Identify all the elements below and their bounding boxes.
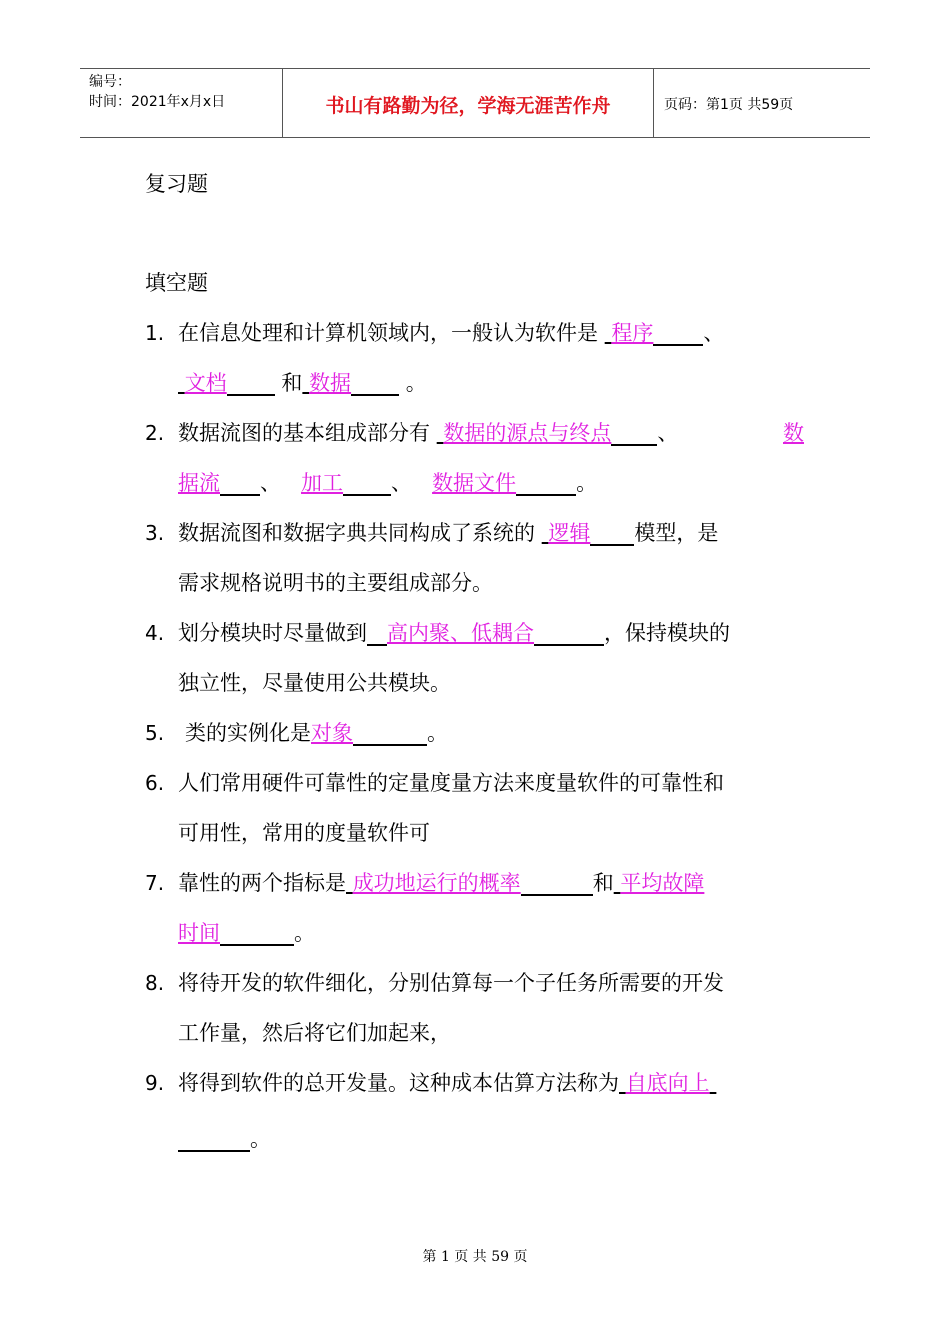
question-line — [178, 518, 718, 548]
question-number: 3. — [145, 521, 165, 545]
header-page-cell — [654, 69, 870, 137]
answer-blank — [367, 620, 387, 646]
end-mark: 。 — [405, 371, 427, 395]
page-footer: 第 1 页 共 59 页 — [422, 1249, 528, 1265]
question-line — [178, 618, 730, 648]
answer: 据流 — [178, 471, 220, 495]
question-line — [178, 468, 597, 498]
question-line: 人们常用硬件可靠性的定量度量方法来度量软件的可靠性和 — [178, 771, 724, 795]
blank-prefix — [346, 871, 353, 895]
question-line: 独立性，尽量使用公共模块。 — [178, 671, 451, 695]
question-line — [178, 1124, 271, 1154]
question-number: 6. — [145, 771, 165, 795]
question-line — [178, 918, 315, 948]
answer: 对象 — [311, 721, 353, 745]
answer-blank — [178, 1126, 250, 1152]
end-mark: 。 — [250, 1127, 271, 1151]
question-line: 工作量，然后将它们加起来， — [178, 1021, 451, 1045]
question-line: 可用性，常用的度量软件可 — [178, 821, 430, 845]
answer-blank — [521, 870, 593, 896]
answer: 时间 — [178, 921, 220, 945]
answer: 成功地运行的概率 — [352, 871, 521, 895]
end-mark: 。 — [427, 721, 448, 745]
question-line: 需求规格说明书的主要组成部分。 — [178, 571, 493, 595]
question-text: ，保持模块的 — [604, 621, 730, 645]
blank-prefix — [178, 371, 185, 395]
answer-blank — [227, 370, 275, 396]
header-motto-cell — [283, 69, 654, 137]
answer: 数据文件 — [432, 471, 517, 495]
separator: 、 — [703, 321, 725, 345]
document-date: 时间：2021年x月x日 — [89, 94, 226, 110]
answer: 数 — [783, 421, 804, 445]
answer: 平均故障 — [620, 871, 705, 895]
question-text: 靠性的两个指标是 — [178, 871, 346, 895]
answer: 逻辑 — [548, 521, 591, 545]
conjunction: 和 — [592, 871, 614, 895]
question-line — [783, 418, 804, 448]
motto: 书山有路勤为径，学海无涯苦作舟 — [325, 95, 611, 117]
question-line — [178, 868, 704, 898]
question-line — [178, 318, 724, 348]
separator: 、 — [657, 421, 679, 445]
end-mark: 。 — [576, 471, 598, 495]
answer: 自底向上 — [625, 1071, 710, 1095]
answer-blank — [590, 520, 634, 546]
question-text: 数据流图的基本组成部分有 — [178, 421, 430, 445]
answer-blank — [353, 720, 427, 746]
page-header — [80, 68, 870, 138]
answer-blank — [611, 420, 657, 446]
question-text: 模型，是 — [634, 521, 719, 545]
question-number: 1. — [145, 321, 165, 345]
answer-blank — [534, 620, 604, 646]
question-line: 将待开发的软件细化，分别估算每一个子任务所需要的开发 — [178, 971, 724, 995]
question-text: 在信息处理和计算机领域内，一般认为软件是 — [178, 321, 598, 345]
answer: 文档 — [184, 371, 227, 395]
question-number: 5. — [145, 721, 165, 745]
answer-blank — [220, 920, 294, 946]
header-meta-cell — [80, 69, 283, 137]
question-text: 类的实例化是 — [185, 721, 311, 745]
separator: 、 — [391, 471, 413, 495]
question-text: 将得到软件的总开发量。这种成本估算方法称为 — [178, 1071, 619, 1095]
answer-blank — [220, 470, 260, 496]
separator: 、 — [260, 471, 281, 495]
blank-suffix — [710, 1071, 717, 1095]
answer-blank — [351, 370, 399, 396]
doc-title: 复习题 — [145, 172, 208, 196]
question-number: 8. — [145, 971, 165, 995]
section-title: 填空题 — [145, 271, 208, 295]
question-line — [178, 1068, 716, 1098]
answer-blank — [343, 470, 391, 496]
question-number: 4. — [145, 621, 165, 645]
page-info: 页码：第1页 共59页 — [664, 97, 794, 113]
answer: 数据的源点与终点 — [443, 421, 612, 445]
question-text: 划分模块时尽量做到 — [178, 621, 367, 645]
question-number: 7. — [145, 871, 165, 895]
question-number: 2. — [145, 421, 165, 445]
question-text: 数据流图和数据字典共同构成了系统的 — [178, 521, 535, 545]
question-line — [178, 368, 427, 398]
answer: 数据 — [309, 371, 352, 395]
question-line — [185, 718, 448, 748]
question-number: 9. — [145, 1071, 165, 1095]
answer-blank — [653, 320, 703, 346]
answer-blank — [516, 470, 576, 496]
answer: 程序 — [611, 321, 654, 345]
answer: 高内聚、低耦合 — [387, 621, 534, 645]
conjunction: 和 — [281, 371, 303, 395]
question-line — [178, 418, 678, 448]
end-mark: 。 — [294, 921, 315, 945]
document-number: 编号： — [89, 74, 131, 90]
answer: 加工 — [301, 471, 344, 495]
blank-prefix — [619, 1071, 626, 1095]
